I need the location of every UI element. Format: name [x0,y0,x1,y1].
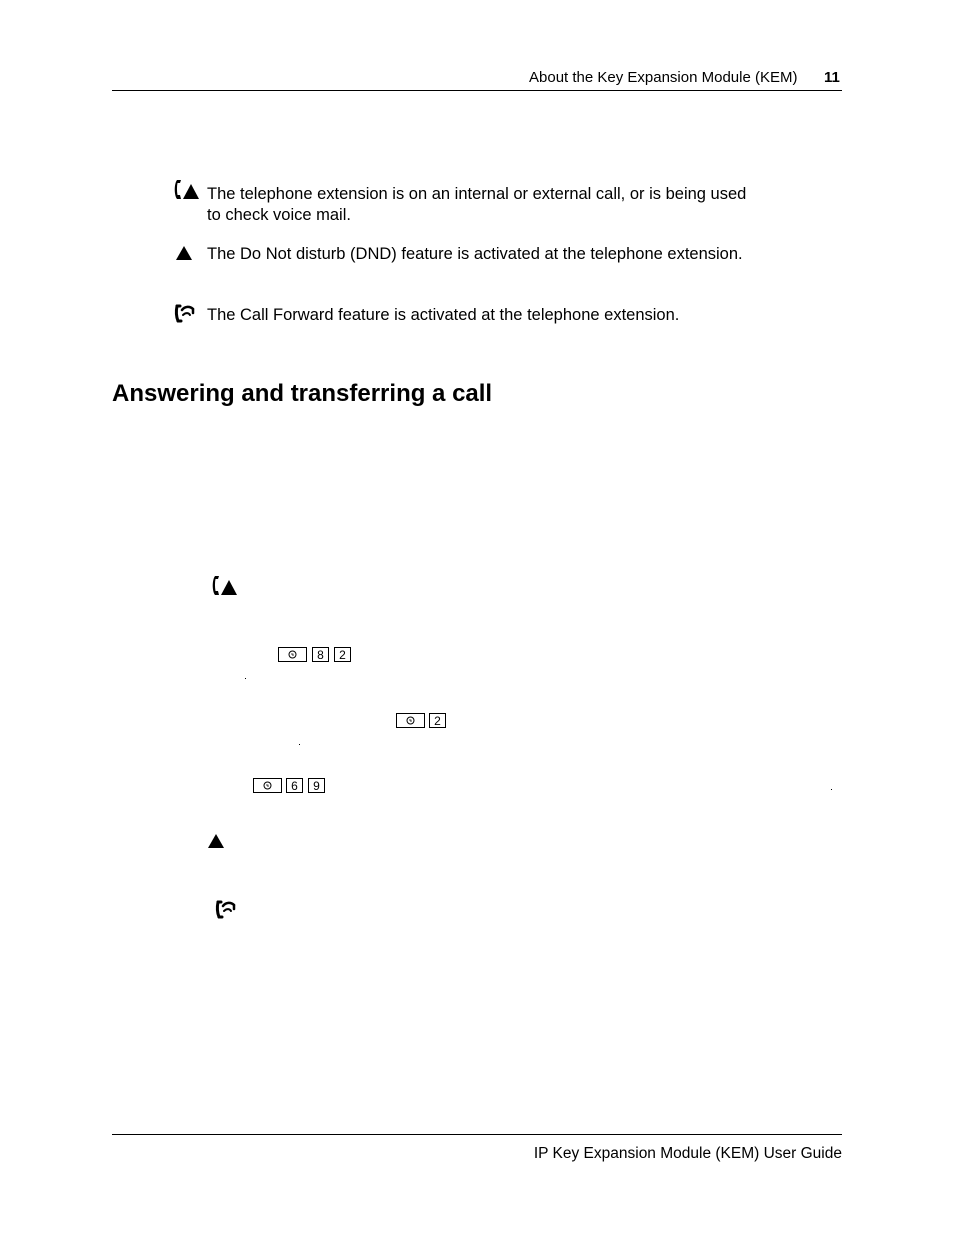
dnd-triangle-icon-2 [207,833,225,849]
page-number: 11 [824,69,840,86]
indicator-on-call-text: The telephone extension is on an internal or external call, or is being used to check voice mail. [207,185,747,224]
header-rule [112,90,842,91]
section-heading: Answering and transferring a call [112,380,493,407]
digit-key: 2 [429,713,446,728]
footer-rule [112,1134,842,1135]
running-header-title: About the Key Expansion Module (KEM) [529,69,798,86]
digit-key: 2 [334,647,351,662]
feature-key [396,713,425,728]
call-forward-icon [173,303,195,325]
feature-key [278,647,307,662]
digit-key: 6 [286,778,303,793]
indicator-dnd-text: The Do Not disturb (DND) feature is activated at the telephone extension. [207,245,743,263]
running-footer-title: IP Key Expansion Module (KEM) User Guide [533,1145,842,1162]
dnd-triangle-icon [175,245,193,261]
indicator-call-forward-text: The Call Forward feature is activated at the telephone extension. [207,306,680,324]
call-forward-icon-2 [214,899,236,921]
digit-key: 8 [312,647,329,662]
period-mark [245,678,246,679]
on-call-icon [172,179,200,201]
digit-key: 9 [308,778,325,793]
period-mark [831,789,832,790]
on-call-icon-2 [210,575,238,597]
feature-key [253,778,282,793]
period-mark [299,744,300,745]
